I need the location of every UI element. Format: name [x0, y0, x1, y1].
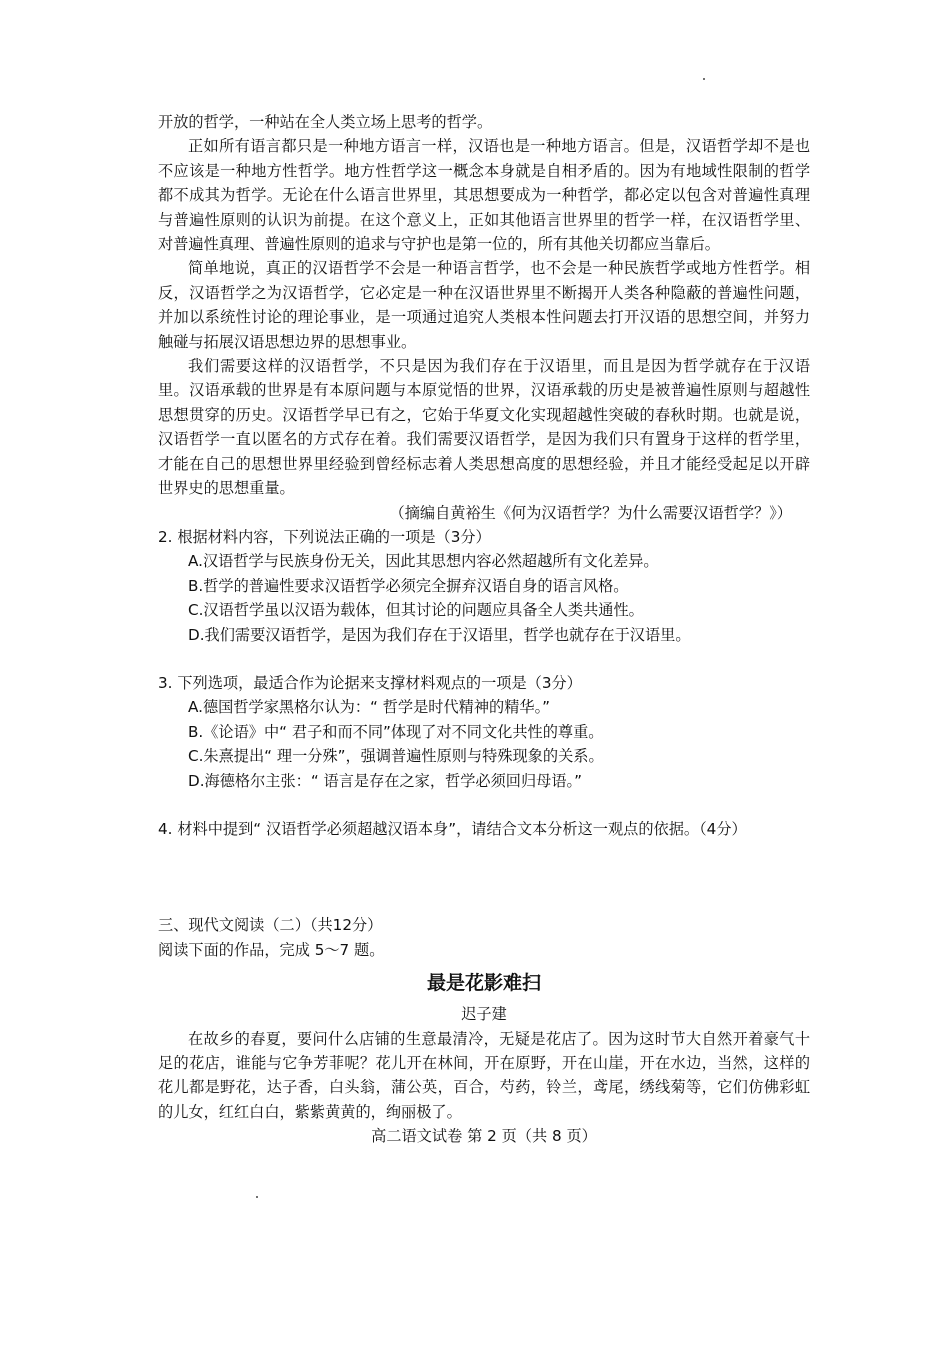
passage-paragraph: 简单地说，真正的汉语哲学不会是一种语言哲学，也不会是一种民族哲学或地方性哲学。相反，汉语哲学之为汉语哲学，它必定是一种在汉语世界里不断揭开人类各种隐蔽的普遍性问题，并加以系统性讨论的理论事业，是一项通过追究人类根本性问题去打开汉语的思想空间，并努力触碰与拓展汉语思想边界的思想事业。 [158, 259, 810, 351]
section-instruction: 阅读下面的作品，完成 5～7 题。 [158, 940, 385, 959]
answer-space [158, 841, 810, 913]
option-d: D.我们需要汉语哲学，是因为我们存在于汉语里，哲学也就存在于汉语里。 [188, 625, 691, 644]
question-4 [158, 817, 810, 841]
question-stem: 4. 材料中提到“ 汉语哲学必须超越汉语本身”，请结合文本分析这一观点的依据。（4分） [158, 819, 747, 838]
option-d: D.海德格尔主张：“ 语言是存在之家，哲学必须回归母语。” [188, 771, 582, 790]
page-footer: 高二语文试卷 第 2 页（共 8 页） [371, 1127, 597, 1146]
source-citation: （摘编自黄裕生《何为汉语哲学？为什么需要汉语哲学？》） [389, 503, 792, 522]
question-2 [158, 525, 810, 647]
scan-speck [703, 78, 705, 80]
article-title: 最是花影难扫 [426, 972, 541, 995]
spacer [158, 793, 810, 817]
option-a: A.汉语哲学与民族身份无关，因此其思想内容必然超越所有文化差异。 [188, 552, 659, 571]
option-c: C.朱熹提出“ 理一分殊”，强调普遍性原则与特殊现象的关系。 [188, 747, 604, 766]
passage-paragraph: 正如所有语言都只是一种地方语言一样，汉语也是一种地方语言。但是，汉语哲学却不是也不应该是一种地方性哲学。地方性哲学这一概念本身就是自相矛盾的。因为有地域性限制的哲学都不成其为哲学。无论在什么语言世界里，其思想要成为一种哲学，都必定以包含对普遍性真理与普遍性原则的认识为前提。在这个意义上，正如其他语言世界里的哲学一样，在汉语哲学里、对普遍性真理、普遍性原则的追求与守护也是第一位的，所有其他关切都应当靠后。 [158, 137, 810, 254]
section-three [158, 913, 810, 1124]
question-3 [158, 671, 810, 793]
option-a: A.德国哲学家黑格尔认为：“ 哲学是时代精神的精华。” [188, 698, 551, 717]
option-b: B.《论语》中“ 君子和而不同”体现了对不同文化共性的尊重。 [188, 722, 604, 741]
scan-speck [256, 1196, 258, 1198]
article-paragraph: 在故乡的春夏，要问什么店铺的生意最清冷，无疑是花店了。因为这时节大自然开着豪气十足的花店，谁能与它争芳菲呢？花儿开在林间，开在原野，开在山崖，开在水边，当然，这样的花儿都是野花，达子香，白头翁，蒲公英，百合，芍药，铃兰，鸢尾，绣线菊等，它们仿佛彩虹的儿女，红红白白，紫紫黄黄的，绚丽极了。 [158, 1029, 810, 1121]
spacer [158, 647, 810, 671]
option-c: C.汉语哲学虽以汉语为载体，但其讨论的问题应具备全人类共通性。 [188, 601, 644, 620]
question-stem: 3. 下列选项，最适合作为论据来支撑材料观点的一项是（3分） [158, 673, 582, 692]
section-heading: 三、现代文阅读（二）（共12分） [158, 916, 383, 935]
passage-paragraph: 我们需要这样的汉语哲学，不只是因为我们存在于汉语里，而且是因为哲学就存在于汉语里。汉语承载的世界是有本原问题与本原觉悟的世界，汉语承载的历史是被普遍性原则与超越性思想贯穿的历史。汉语哲学早已有之，它始于华夏文化实现超越性突破的春秋时期。也就是说，汉语哲学一直以匿名的方式存在着。我们需要汉语哲学，是因为我们只有置身于这样的哲学里，才能在自己的思想世界里经验到曾经标志着人类思想高度的思想经验，并且才能经受起足以开辟世界史的思想重量。 [158, 357, 810, 498]
option-b: B.哲学的普遍性要求汉语哲学必须完全摒弃汉语自身的语言风格。 [188, 576, 629, 595]
passage-paragraph: 开放的哲学，一种站在全人类立场上思考的哲学。 [158, 113, 493, 131]
question-stem: 2. 根据材料内容，下列说法正确的一项是（3分） [158, 527, 491, 546]
article-author: 迟子建 [461, 1005, 507, 1024]
exam-page [158, 110, 810, 1149]
